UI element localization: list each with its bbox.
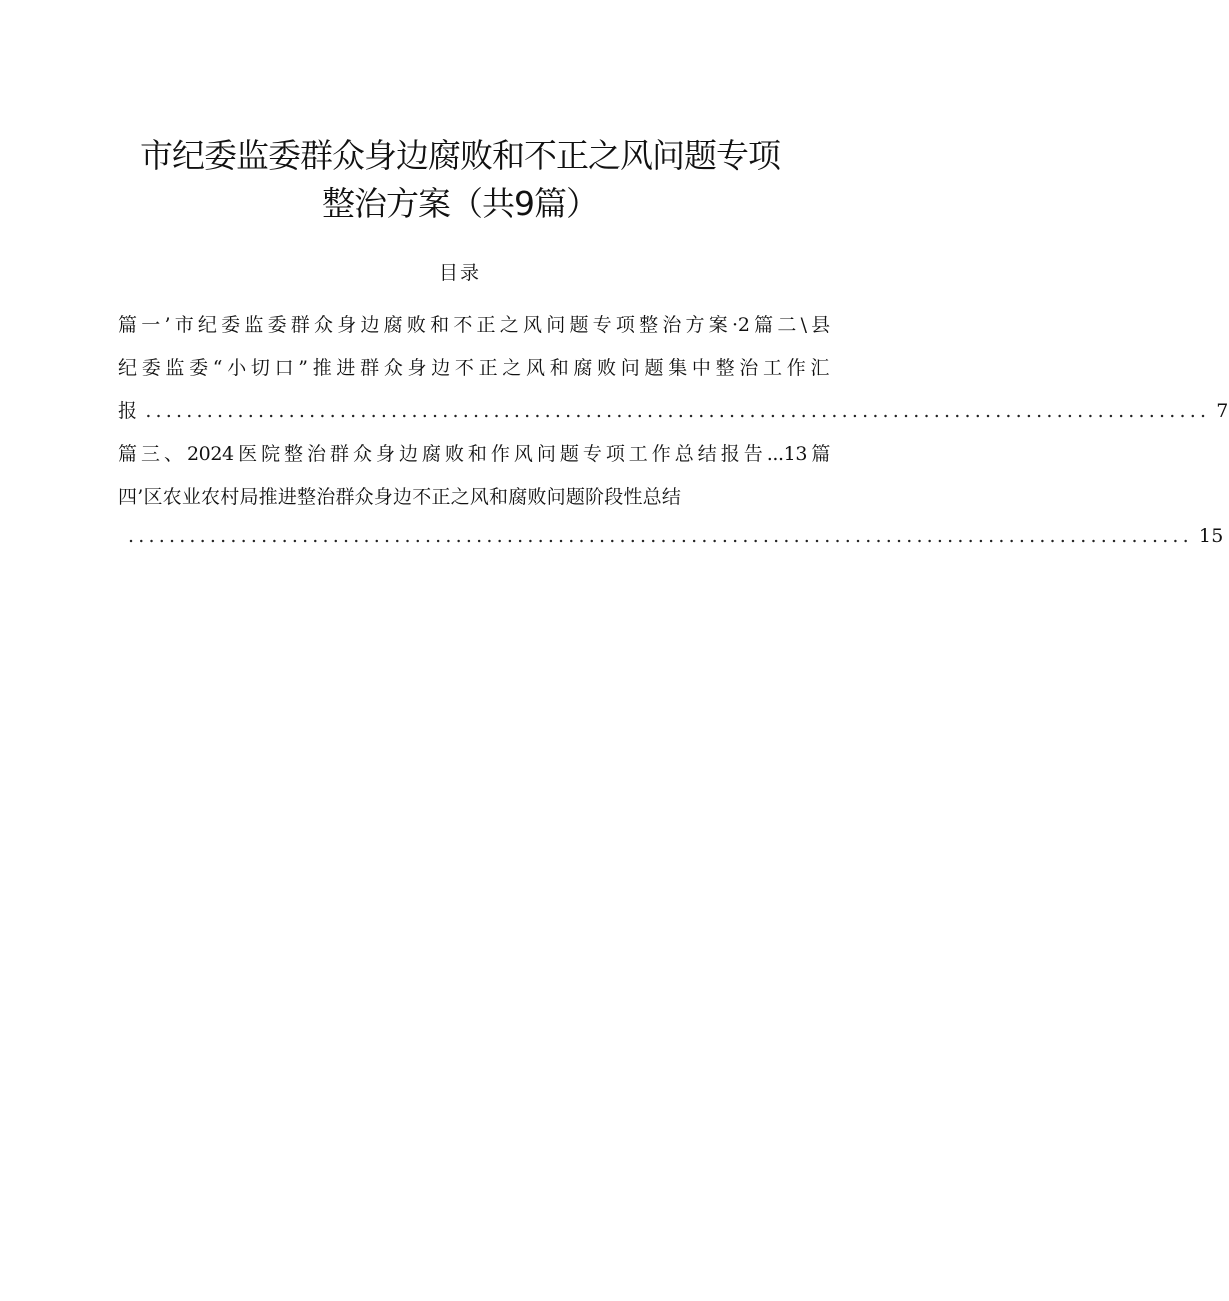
toc-line-2[interactable]: 纪委监委“小切口”推进群众身边不正之风和腐败问题集中整治工作汇 [118,357,830,379]
toc-entry-text: 报 [118,400,138,422]
toc-dot-leader: ........................................................................................................ [145,400,1211,422]
toc-line-4[interactable]: 篇三、2024医院整治群众身边腐败和作风问题专项工作总结报告...13篇 [118,443,830,465]
toc-line-5[interactable]: 四’区农业农村局推进整治群众身边不正之风和腐败问题阶段性总结 [118,486,682,508]
document-title-line-2: 整治方案（共9篇） [322,184,598,223]
toc-page-number: 7 [1216,400,1229,422]
toc-line-1[interactable]: 篇一’市纪委监委群众身边腐败和不正之风问题专项整治方案·2篇二\县 [118,314,830,336]
toc-dot-leader: ........................................................................................................ [128,525,1193,547]
document-title-line-1: 市纪委监委群众身边腐败和不正之风问题专项 [140,136,780,175]
toc-heading: 目录 [438,262,481,284]
toc-line-3[interactable] [118,396,1229,423]
toc-line-6[interactable] [118,525,1224,547]
toc-page-number: 15 [1198,525,1224,547]
